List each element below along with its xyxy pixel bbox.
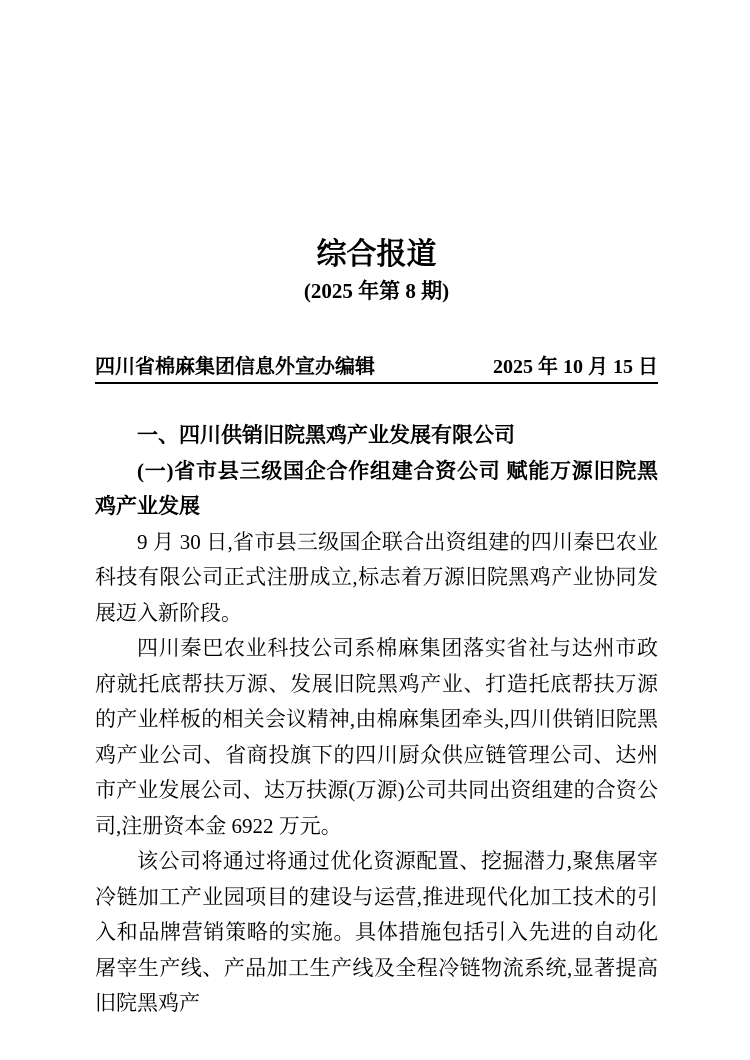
subsection-heading: (一)省市县三级国企合作组建合资公司 赋能万源旧院黑鸡产业发展	[95, 458, 658, 518]
paragraph-2: 四川秦巴农业科技公司系棉麻集团落实省社与达州市政府就托底帮扶万源、发展旧院黑鸡产业、打造托底帮扶万源的产业样板的相关会议精神,由棉麻集团牵头,四川供销旧院黑鸡产业公司、省商投旗下的四川厨众供应链管理公司、达州市产业发展公司、达万扶源(万源)公司共同出资组建的合资公司,注册资本金 6922 万元。	[95, 636, 658, 838]
document-body	[95, 418, 658, 1022]
paragraph-1: 9 月 30 日,省市县三级国企联合出资组建的四川秦巴农业科技有限公司正式注册成立,标志着万源旧院黑鸡产业协同发展迈入新阶段。	[95, 529, 658, 625]
section-heading: 一、四川供销旧院黑鸡产业发展有限公司	[137, 424, 515, 447]
date-label: 2025 年 10 月 15 日	[493, 356, 658, 378]
editor-label: 四川省棉麻集团信息外宣办编辑	[95, 356, 375, 378]
paragraph-3: 该公司将通过将通过优化资源配置、挖掘潜力,聚焦屠宰冷链加工产业园项目的建设与运营,推进现代化加工技术的引入和品牌营销策略的实施。具体措施包括引入先进的自动化屠宰生产线、产品加工生产线及全程冷链物流系统,显著提高旧院黑鸡产	[95, 849, 658, 1015]
editor-date-row	[95, 355, 658, 384]
document-title: 综合报道	[316, 238, 437, 271]
issue-line: (2025 年第 8 期)	[303, 279, 450, 303]
